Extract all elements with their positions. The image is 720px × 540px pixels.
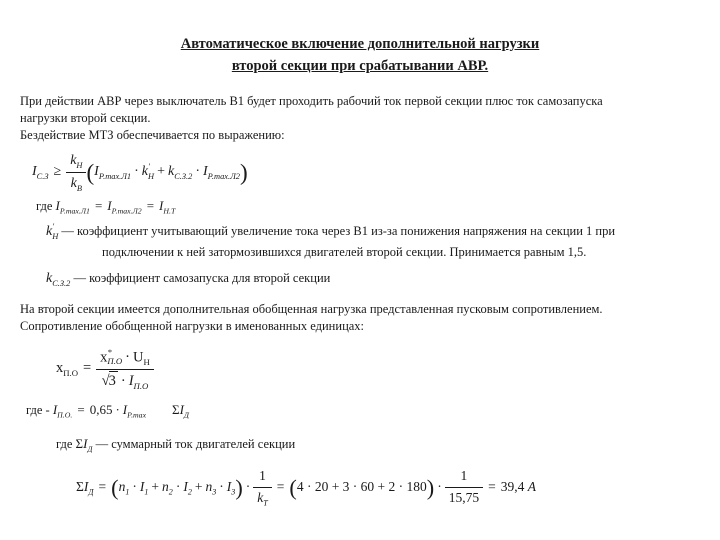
math-var: I: [32, 164, 37, 180]
formula-load-resistance: [56, 348, 700, 391]
math-operator: ·: [175, 478, 181, 494]
math-paren: (: [111, 474, 119, 500]
math-sub: Д: [87, 444, 93, 454]
title-line2-text: второй секции при срабатывании АВР.: [231, 57, 489, 74]
def-kn-symbol: [46, 224, 58, 239]
def-kn-text-line1: коэффициент учитывающий увеличение тока через В1 из-за понижения напряжения на секции 1 при: [77, 224, 616, 239]
math-sup: ′: [52, 222, 55, 232]
where-label: где: [36, 199, 53, 214]
math-relation: =: [82, 360, 92, 377]
math-relation: =: [146, 198, 155, 214]
math-sub: Р.max: [127, 410, 147, 420]
math-operator: ·: [219, 478, 224, 494]
title-line1-text: Автоматическое включение дополнительной нагрузки: [180, 36, 540, 52]
math-var: I: [202, 164, 208, 180]
intro-paragraph: [20, 93, 700, 145]
math-var: n: [118, 478, 126, 494]
math-var: I: [52, 402, 58, 418]
math-relation: =: [276, 478, 285, 494]
math-sub: С.З: [36, 172, 49, 182]
motor-current-sum-symbol: [75, 436, 93, 454]
math-sub: 2: [168, 487, 173, 497]
math-var: U: [133, 348, 144, 365]
def-ksz2-symbol: [46, 271, 70, 286]
intro-line2: нагрузки второй секции.: [20, 110, 151, 125]
math-paren: (: [86, 159, 95, 186]
math-var: x: [100, 348, 108, 365]
math-number: 4 · 20 + 3 · 60 + 2 · 180: [296, 478, 427, 494]
def-kn-text-line2: подключении к ней затормозившихся двигателей второй секции. Принимается равным 1,5.: [102, 244, 587, 259]
math-var: n: [162, 478, 169, 494]
where-starting-current-math: [52, 402, 189, 420]
math-sub: С.З.2: [174, 172, 193, 182]
math-operator: ·: [134, 164, 139, 180]
motor-current-sum-text: суммарный ток двигателей секции: [111, 437, 296, 452]
math-paren: (: [289, 474, 297, 500]
title-line: [20, 56, 700, 78]
where-label: где: [56, 437, 73, 452]
math-var: I: [83, 436, 88, 452]
sigma-symbol: Σ: [75, 436, 84, 452]
math-sub: Н: [148, 171, 155, 181]
math-sub: Д: [183, 410, 189, 420]
math-relation: =: [77, 402, 85, 418]
math-sub: Д: [88, 487, 94, 497]
math-relation: =: [98, 478, 107, 494]
title-line: [20, 34, 700, 56]
math-var: k: [46, 270, 53, 286]
where-label: где -: [26, 403, 50, 418]
sqrt-symbol: √: [101, 372, 110, 389]
math-paren: ): [235, 474, 243, 500]
slide-title: [20, 34, 700, 78]
where-currents-math: [55, 198, 176, 216]
math-var: I: [55, 198, 60, 214]
math-sub: П.О: [107, 356, 123, 367]
math-var: I: [179, 402, 184, 418]
math-sub: 1: [125, 487, 130, 497]
math-operator: ·: [437, 478, 442, 494]
load-line1: На второй секции имеется дополнительная обобщенная нагрузка представленная пусковым сопротивлением.: [20, 302, 603, 317]
math-sub: П.О.: [57, 410, 73, 420]
math-var: k: [70, 175, 77, 191]
formula-mtz-condition: [32, 152, 700, 192]
math-fraction: [253, 468, 272, 507]
math-sub: Р.max.Л2: [207, 172, 240, 182]
math-sub: 2: [187, 487, 192, 497]
def-kn-coefficient: [46, 222, 700, 260]
math-sub: П.О: [133, 380, 149, 391]
math-sub: Р.max.Л2: [111, 206, 142, 216]
math-relation: =: [94, 198, 103, 214]
unit-ampere: А: [527, 478, 536, 494]
math-var: k: [70, 153, 77, 169]
math-operator: ·: [125, 348, 130, 365]
load-paragraph: [20, 301, 700, 336]
def-ksz2-coefficient: [46, 269, 700, 289]
formula-mtz-condition-math: [32, 153, 248, 193]
sigma-symbol: Σ: [172, 402, 180, 418]
def-ksz2-text: коэффициент самозапуска для второй секции: [89, 270, 331, 285]
math-numerator: [66, 152, 86, 173]
math-var: I: [107, 198, 112, 214]
math-var: k: [46, 224, 53, 240]
math-operator: +: [194, 478, 203, 494]
math-sub: Р.max.Л1: [98, 172, 132, 182]
math-var: x: [56, 360, 64, 377]
math-sub: Н: [52, 231, 59, 241]
math-sub: Р.max.Л1: [59, 206, 90, 216]
formula-load-resistance-math: [56, 346, 154, 391]
formula-motor-current-math: [76, 468, 536, 508]
math-denominator: [96, 370, 154, 390]
math-operator: ·: [195, 164, 200, 180]
math-var: k: [257, 489, 264, 505]
math-relation: =: [488, 478, 496, 494]
sigma-symbol: Σ: [76, 478, 84, 494]
math-paren: ): [426, 474, 435, 500]
math-operator: +: [157, 164, 165, 180]
where-motor-current-sum: [56, 436, 700, 452]
math-numerator: [96, 348, 154, 370]
intro-line3: Бездействие МТЗ обеспечивается по выражению:: [20, 128, 285, 142]
math-sub: Н.Т: [163, 206, 176, 216]
math-supsub-stack: [52, 222, 58, 241]
dash: —: [61, 224, 74, 239]
math-operator: ·: [245, 478, 251, 494]
intro-line1: При действии АВР через выключатель В1 будет проходить рабочий ток первой секции плюс ток самозапуска: [20, 93, 603, 108]
math-var: k: [141, 164, 149, 180]
math-sub: 3: [231, 487, 236, 497]
math-operator: +: [151, 478, 160, 494]
math-sub: 1: [144, 487, 149, 497]
math-var: I: [122, 402, 128, 418]
math-sub: Н: [143, 356, 150, 367]
math-numerator: 1: [253, 468, 272, 488]
where-starting-current: [26, 402, 700, 418]
math-number: 0,65: [89, 402, 113, 418]
math-var: I: [83, 478, 89, 494]
math-fraction: [66, 152, 86, 192]
math-sub: Н: [76, 161, 83, 171]
math-sup: *: [107, 346, 112, 357]
math-sub: П.О: [63, 368, 78, 379]
math-var: n: [205, 478, 213, 494]
dash: —: [73, 270, 86, 285]
math-number: 39,4: [500, 478, 525, 494]
math-var: I: [128, 372, 134, 389]
formula-motor-current-calculation: [76, 468, 700, 507]
math-var: k: [167, 164, 175, 180]
math-operator: ·: [132, 478, 137, 494]
sqrt-radicand: 3: [108, 372, 116, 389]
math-relation: ≥: [53, 164, 62, 180]
math-paren: ): [239, 159, 248, 186]
math-sub: 3: [212, 487, 217, 497]
math-sup: ′: [148, 162, 150, 172]
math-fraction: [96, 348, 154, 391]
math-denominator: [66, 173, 86, 193]
math-denominator: 15,75: [448, 489, 480, 505]
math-operator: ·: [120, 372, 126, 389]
math-var: I: [139, 478, 145, 494]
where-currents-equal: [36, 198, 700, 214]
math-sub: Т: [263, 498, 268, 508]
math-supsub-stack: [107, 348, 122, 367]
math-sub: В: [76, 183, 82, 193]
math-var: I: [94, 164, 99, 180]
math-var: I: [226, 478, 232, 494]
math-fraction: [445, 468, 483, 507]
math-operator: ·: [115, 402, 120, 418]
math-denominator: [253, 488, 272, 507]
dash: —: [95, 437, 109, 452]
math-numerator: 1: [445, 468, 483, 488]
math-var: I: [183, 478, 188, 494]
load-line2: Сопротивление обобщенной нагрузки в именованных единицах:: [20, 319, 365, 334]
math-var: I: [159, 198, 164, 214]
math-sub: С.З.2: [52, 278, 71, 288]
